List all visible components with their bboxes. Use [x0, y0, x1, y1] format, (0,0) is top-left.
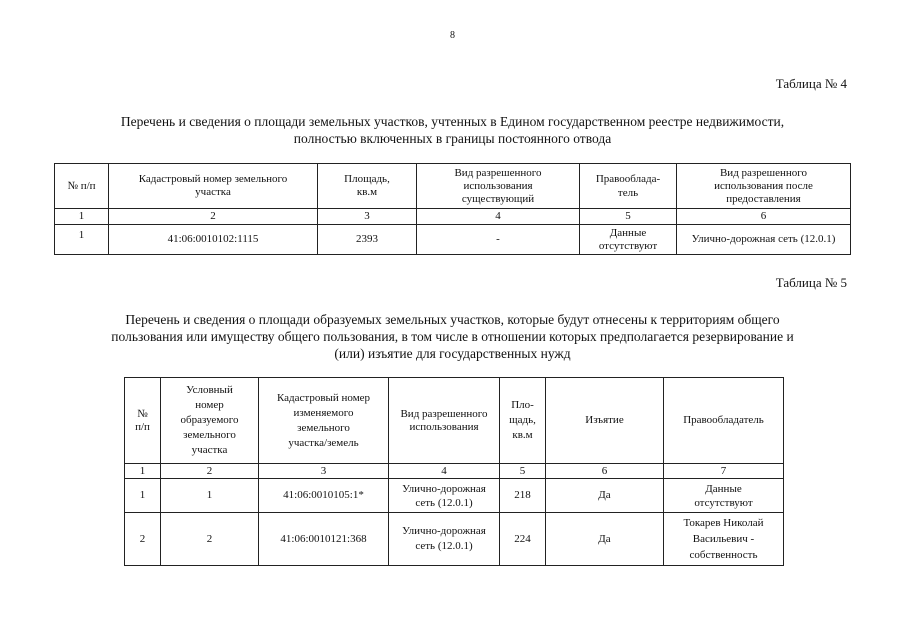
table5-header-cell: Кадастровый номер изменяемого земельного участка/земель: [259, 378, 389, 464]
table4-colnum-row: [55, 209, 851, 225]
table5-cell: 41:06:0010121:368: [259, 513, 389, 566]
table4-header-cell: Вид разрешенного использования существующий: [417, 164, 580, 209]
table4-header-cell: Площадь, кв.м: [318, 164, 417, 209]
table5-cell: Токарев Николай Васильевич - собственность: [664, 513, 784, 566]
table4: [54, 163, 851, 255]
table5-cell: 1: [161, 479, 259, 513]
table5-cell: Улично-дорожная сеть (12.0.1): [389, 479, 500, 513]
table4-label: Таблица № 4: [775, 76, 847, 91]
table4-header-cell: Кадастровый номер земельного участка: [109, 164, 318, 209]
table5-colnum: 2: [161, 464, 259, 479]
table5-colnum-row: [125, 464, 784, 479]
table5-cell: Данные отсутствуют: [664, 479, 784, 513]
table4-colnum: 1: [55, 209, 109, 225]
table5-cell: Да: [546, 513, 664, 566]
table4-colnum: 5: [580, 209, 677, 225]
table5-title: [40, 311, 865, 362]
table5-cell: 2: [161, 513, 259, 566]
table5-title-line3: (или) изъятие для государственных нужд: [334, 346, 571, 361]
table4-cell: 1: [55, 225, 109, 255]
table5-header-cell: Правообладатель: [664, 378, 784, 464]
table4-header-cell: Вид разрешенного использования после предоставления: [677, 164, 851, 209]
table4-colnum: 2: [109, 209, 318, 225]
table4-header-cell: Правооблада- тель: [580, 164, 677, 209]
table5-colnum: 7: [664, 464, 784, 479]
table5-cell: 1: [125, 479, 161, 513]
table5-header-cell: Условный номер образуемого земельного участка: [161, 378, 259, 464]
table5-title-line1: Перечень и сведения о площади образуемых земельных участков, которые будут отнесены к территориям общего: [125, 312, 780, 327]
table4-cell: 41:06:0010102:1115: [109, 225, 318, 255]
table5-label: Таблица № 5: [775, 275, 847, 290]
table4-title-line2: полностью включенных в границы постоянного отвода: [293, 131, 612, 146]
table5-cell: 2: [125, 513, 161, 566]
table4-cell: Данные отсутствуют: [580, 225, 677, 255]
table5-cell: 41:06:0010105:1*: [259, 479, 389, 513]
table5: [124, 377, 784, 566]
table5-cell: Да: [546, 479, 664, 513]
table5-colnum: 1: [125, 464, 161, 479]
table5-title-line2: пользования или имуществу общего пользования, в том числе в отношении которых предполагается резервирование и: [111, 329, 794, 344]
table4-colnum: 6: [677, 209, 851, 225]
table4-cell: -: [417, 225, 580, 255]
table-row: [125, 479, 784, 513]
table5-colnum: 4: [389, 464, 500, 479]
table4-header-cell: № п/п: [55, 164, 109, 209]
table5-cell: 218: [500, 479, 546, 513]
table-row: [55, 225, 851, 255]
table4-colnum: 3: [318, 209, 417, 225]
table4-header-row: [55, 164, 851, 209]
table5-colnum: 3: [259, 464, 389, 479]
table4-cell: Улично-дорожная сеть (12.0.1): [677, 225, 851, 255]
table5-header-cell: Пло- щадь, кв.м: [500, 378, 546, 464]
table4-title-line1: Перечень и сведения о площади земельных участков, учтенных в Едином государственном реестре недвижимости,: [120, 114, 785, 129]
table5-header-row: [125, 378, 784, 464]
table4-title: [40, 113, 865, 147]
page-number: 8: [450, 30, 455, 41]
table5-header-cell: Вид разрешенного использования: [389, 378, 500, 464]
table5-header-cell: Изъятие: [546, 378, 664, 464]
table5-header-cell: № п/п: [125, 378, 161, 464]
table5-cell: 224: [500, 513, 546, 566]
table-row: [125, 513, 784, 566]
table4-cell: 2393: [318, 225, 417, 255]
table5-colnum: 6: [546, 464, 664, 479]
table5-cell: Улично-дорожная сеть (12.0.1): [389, 513, 500, 566]
table4-colnum: 4: [417, 209, 580, 225]
table5-colnum: 5: [500, 464, 546, 479]
